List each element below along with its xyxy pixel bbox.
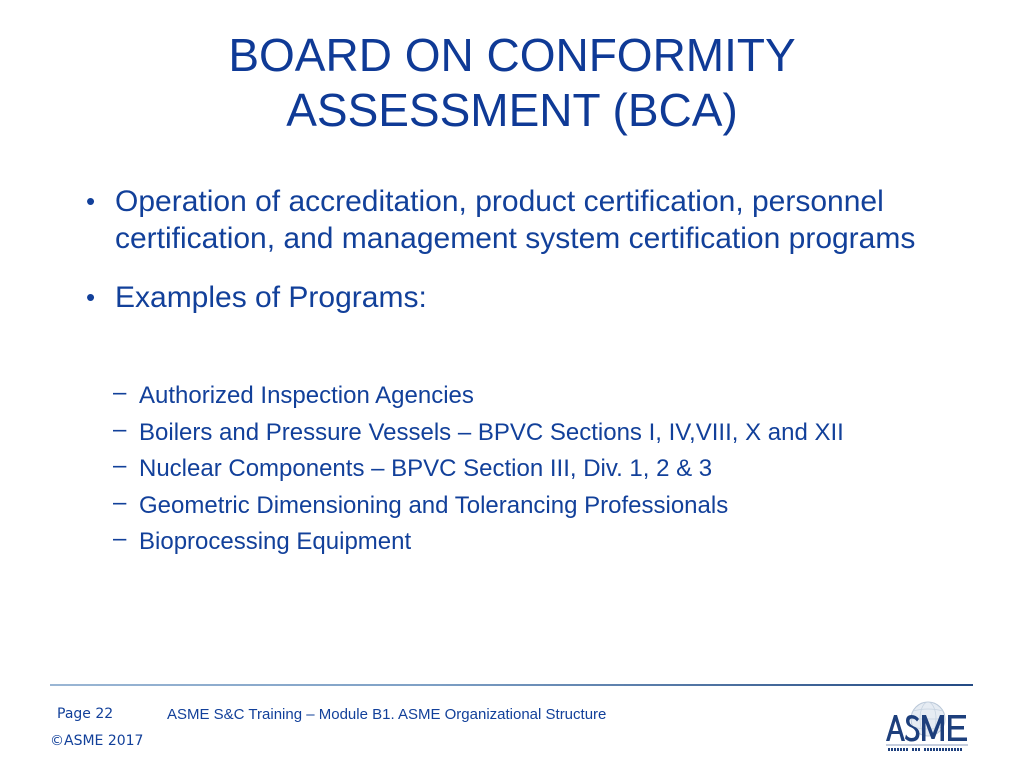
bullet-item — [86, 183, 1006, 257]
page-number: Page 22 — [57, 706, 114, 722]
sub-bullet-item — [113, 451, 1013, 488]
sub-bullet-item — [113, 488, 1013, 525]
sub-bullet-item — [113, 524, 1013, 561]
sub-bullet-text: Nuclear Components – BPVC Section III, Div. 1, 2 & 3 — [139, 455, 713, 482]
asme-logo — [880, 697, 975, 755]
asme-tagline — [888, 748, 962, 751]
footer-course-title: ASME S&C Training – Module B1. ASME Organizational Structure — [167, 706, 607, 723]
slide-title — [100, 28, 924, 138]
sub-bullet-list — [113, 378, 1013, 561]
bullet-marker: • — [86, 282, 96, 312]
sub-bullet-marker: – — [113, 525, 127, 552]
sub-bullet-marker: – — [113, 488, 127, 516]
sub-bullet-item — [113, 378, 1013, 415]
bullet-list — [86, 183, 1006, 316]
sub-bullet-marker: – — [113, 452, 127, 479]
sub-bullet-text: Geometric Dimensioning and Tolerancing Professionals — [139, 491, 729, 519]
copyright: ©ASME 2017 — [50, 733, 144, 749]
bullet-item — [86, 279, 1006, 316]
footer-divider — [50, 684, 973, 686]
sub-bullet-text: Bioprocessing Equipment — [139, 528, 412, 555]
slide-title-line-1: BOARD ON CONFORMITY — [228, 29, 796, 81]
bullet-text: Examples of Programs: — [115, 281, 427, 314]
sub-bullet-text: Authorized Inspection Agencies — [139, 382, 474, 409]
sub-bullet-marker: – — [113, 415, 127, 443]
sub-bullet-text: Boilers and Pressure Vessels – BPVC Sections I, IV,VIII, X and XII — [139, 418, 844, 446]
sub-bullet-marker: – — [113, 379, 127, 406]
bullet-marker: • — [86, 186, 96, 216]
slide-title-line-2: ASSESSMENT (BCA) — [286, 84, 738, 136]
bullet-text: Operation of accreditation, product certification, personnel certification, and management system certification programs — [115, 185, 916, 255]
sub-bullet-item — [113, 415, 1013, 452]
